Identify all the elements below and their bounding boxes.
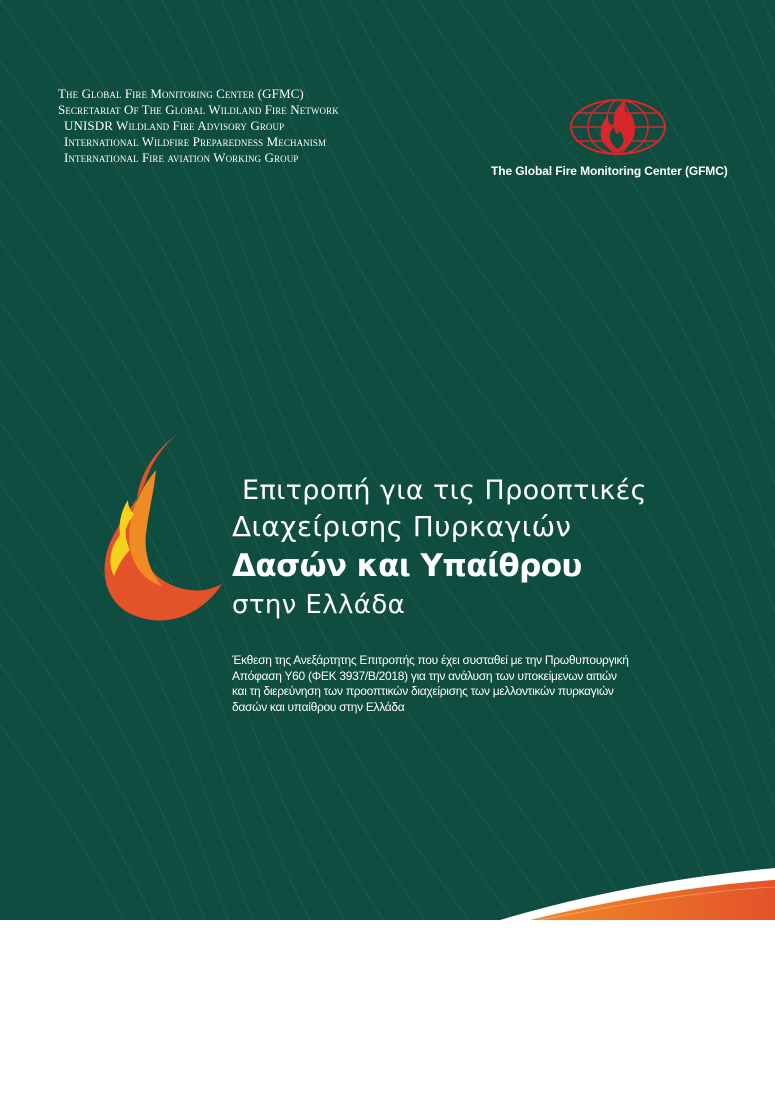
org-secretariat: Secretariat Of The Global Wildland Fire Network (58, 102, 339, 117)
org-wildfire-mechanism: International Wildfire Preparedness Mechanism (64, 134, 327, 149)
contour-line (320, 0, 775, 920)
globe-flame-icon (568, 97, 668, 157)
contour-line (295, 0, 775, 920)
org-gfmc: The Global Fire Monitoring Center (GFMC) (58, 86, 304, 101)
contour-line (680, 0, 775, 920)
org-aviation-group: International Fire aviation Working Group (64, 150, 299, 165)
title-line-4: στην Ελλάδα (232, 590, 406, 620)
description-line: και τη διερεύνηση των προοπτικών διαχείρισης των μελλοντικών πυρκαγιών (232, 684, 614, 698)
org-unisdr: UNISDR Wildland Fire Advisory Group (64, 118, 285, 133)
flame-icon (100, 430, 230, 630)
contour-line (271, 0, 773, 920)
organization-list (58, 86, 339, 166)
description-line: δασών και υπαίθρου στην Ελλάδα (232, 699, 405, 714)
title-line-1: Επιτροπή για τις Προοπτικές (242, 475, 647, 506)
description-line: Απόφαση Υ60 (ΦΕΚ 3937/Β/2018) για την ανάλυση των υποκείμενων αιτιών (232, 668, 617, 683)
report-title (232, 472, 647, 623)
title-line-3: Δασών και Υπαίθρου (232, 548, 582, 584)
bottom-swoosh (0, 840, 775, 920)
report-description (232, 653, 652, 715)
title-line-2: Διαχείρισης Πυρκαγιών (232, 510, 572, 543)
description-line: Έκθεση της Ανεξάρτητης Επιτροπής που έχει συσταθεί με την Πρωθυπουργική (232, 653, 629, 667)
contour-line (748, 0, 775, 920)
logo-caption: The Global Fire Monitoring Center (GFMC) (491, 164, 728, 178)
